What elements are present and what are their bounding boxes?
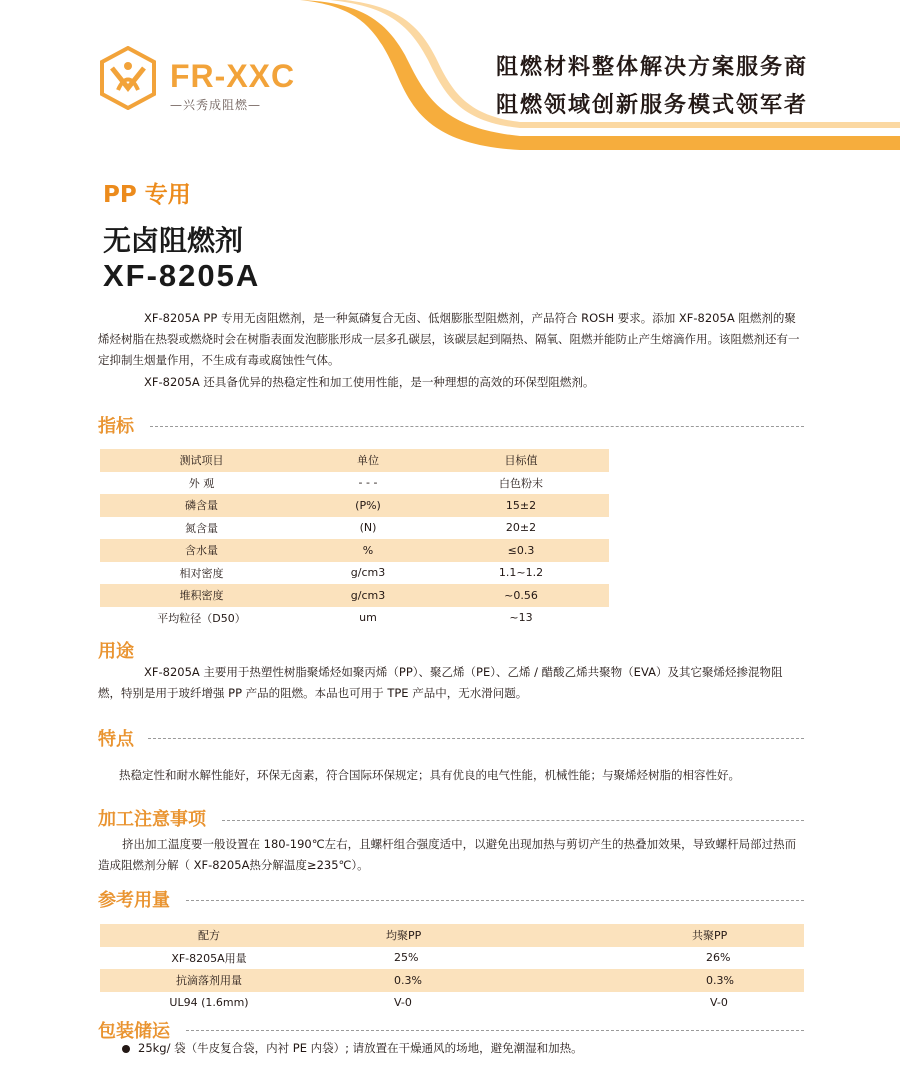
usage-paragraph: XF-8205A 主要用于热塑性树脂聚烯烃如聚丙烯（PP）、聚乙烯（PE）、乙烯 / 醋酸乙烯共聚物（EVA）及其它聚烯烃掺混物阻燃，特别是用于玻纤增强 PP 产品的阻燃。本品也可用于 TPE 产品中，无水滑问题。: [98, 665, 783, 700]
dosage-header-co-pp: 共聚PP: [618, 924, 804, 947]
spec-cell: 白色粉末: [499, 476, 543, 490]
spec-cell: (P%): [303, 494, 433, 517]
table-row: [100, 494, 609, 517]
product-category: PP 专用: [103, 182, 191, 208]
intro-paragraph-1: XF-8205A PP 专用无卤阻燃剂，是一种氮磷复合无卤、低烟膨胀型阻燃剂，产品符合 ROSH 要求。添加 XF-8205A 阻燃剂的聚烯烃树脂在热裂或燃烧时会在树脂表面发泡膨胀形成一层多孔碳层，该碳层起到隔热、隔氧、阻燃并能防止产生熔滴作用。该阻燃剂还有一定抑制生烟量作用，不生成有毒或腐蚀性气体。: [98, 311, 800, 367]
spec-cell: 外 观: [188, 476, 215, 490]
processing-divider: [222, 820, 804, 821]
features-paragraph: 热稳定性和耐水解性能好，环保无卤素，符合国际环保规定；具有优良的电气性能，机械性能；与聚烯烃树脂的相容性好。: [119, 768, 740, 782]
product-code: XF-8205A: [103, 258, 261, 293]
slogan-line-2: 阻燃领域创新服务模式领军者: [495, 93, 808, 118]
spec-section-title: 指标: [98, 416, 134, 437]
company-logo-icon: [98, 46, 158, 110]
table-row: [100, 947, 804, 970]
packaging-section-title: 包装储运: [98, 1021, 170, 1042]
spec-divider: [150, 426, 804, 427]
table-row: [100, 562, 609, 585]
dosage-section-title: 参考用量: [98, 890, 170, 911]
spec-cell: 20±2: [505, 521, 537, 535]
slogan-line-1: 阻燃材料整体解决方案服务商: [495, 55, 808, 80]
spec-cell: 含水量: [100, 539, 303, 562]
dosage-cell: 25%: [394, 951, 419, 965]
spec-header-item: 测试项目: [100, 449, 303, 472]
dosage-cell: 0.3%: [618, 969, 804, 992]
dosage-header-formula: 配方: [100, 924, 318, 947]
spec-table: [100, 449, 609, 629]
dosage-cell: V-0: [710, 996, 728, 1010]
spec-cell: ~13: [509, 611, 533, 625]
spec-cell: 1.1~1.2: [498, 566, 544, 580]
processing-paragraph: 挤出加工温度要一般设置在 180-190℃左右，且螺杆组合强度适中，以避免出现加热与剪切产生的热叠加效果，导致螺杆局部过热而造成阻燃剂分解（ XF-8205A热分解温度≥235℃）。: [98, 837, 797, 872]
page-header: [0, 0, 900, 150]
spec-cell: 氮含量: [185, 521, 218, 535]
features-divider: [148, 738, 804, 739]
dosage-table: [100, 924, 804, 1014]
table-row: [100, 517, 609, 540]
spec-cell: g/cm3: [350, 566, 386, 580]
spec-cell: - - -: [358, 476, 378, 490]
table-row: [100, 969, 804, 992]
brand-name: FR-XXC: [170, 58, 296, 94]
spec-header-unit: 单位: [303, 449, 433, 472]
table-row: [100, 607, 609, 630]
packaging-divider: [186, 1030, 804, 1031]
dosage-header-homo-pp: 均聚PP: [318, 924, 618, 947]
spec-cell: 磷含量: [100, 494, 303, 517]
spec-cell: 平均粒径（D50）: [157, 611, 246, 625]
dosage-table-header-row: [100, 924, 804, 947]
dosage-cell: V-0: [394, 996, 412, 1010]
dosage-cell: 26%: [706, 951, 731, 965]
spec-cell: ≤0.3: [433, 539, 609, 562]
usage-section-title: 用途: [98, 641, 134, 662]
spec-table-header-row: [100, 449, 609, 472]
spec-cell: g/cm3: [303, 584, 433, 607]
spec-cell: 堆积密度: [100, 584, 303, 607]
bullet-icon: [122, 1045, 130, 1053]
dosage-divider: [186, 900, 804, 901]
packaging-paragraph: 25kg/ 袋（牛皮复合袋，内衬 PE 内袋）; 请放置在干燥通风的场地，避免潮湿和加热。: [138, 1041, 583, 1055]
spec-cell: (N): [359, 521, 377, 535]
spec-cell: um: [359, 611, 377, 625]
table-row: [100, 539, 609, 562]
table-row: [100, 584, 609, 607]
product-name: 无卤阻燃剂: [103, 224, 244, 257]
dosage-cell: 0.3%: [318, 969, 618, 992]
processing-section-title: 加工注意事项: [98, 809, 206, 830]
table-row: [100, 992, 804, 1015]
features-section-title: 特点: [98, 729, 134, 750]
spec-cell: ~0.56: [433, 584, 609, 607]
dosage-cell: UL94 (1.6mm): [169, 996, 249, 1010]
spec-header-target: 目标值: [433, 449, 609, 472]
table-row: [100, 472, 609, 495]
spec-cell: 15±2: [433, 494, 609, 517]
dosage-cell: XF-8205A用量: [171, 951, 247, 965]
spec-cell: %: [303, 539, 433, 562]
intro-paragraph-2: XF-8205A 还具备优异的热稳定性和加工使用性能，是一种理想的高效的环保型阻燃剂。: [144, 375, 595, 389]
dosage-cell: 抗滴落剂用量: [100, 969, 318, 992]
spec-cell: 相对密度: [179, 566, 224, 580]
brand-tagline: —兴秀成阻燃—: [170, 98, 262, 112]
